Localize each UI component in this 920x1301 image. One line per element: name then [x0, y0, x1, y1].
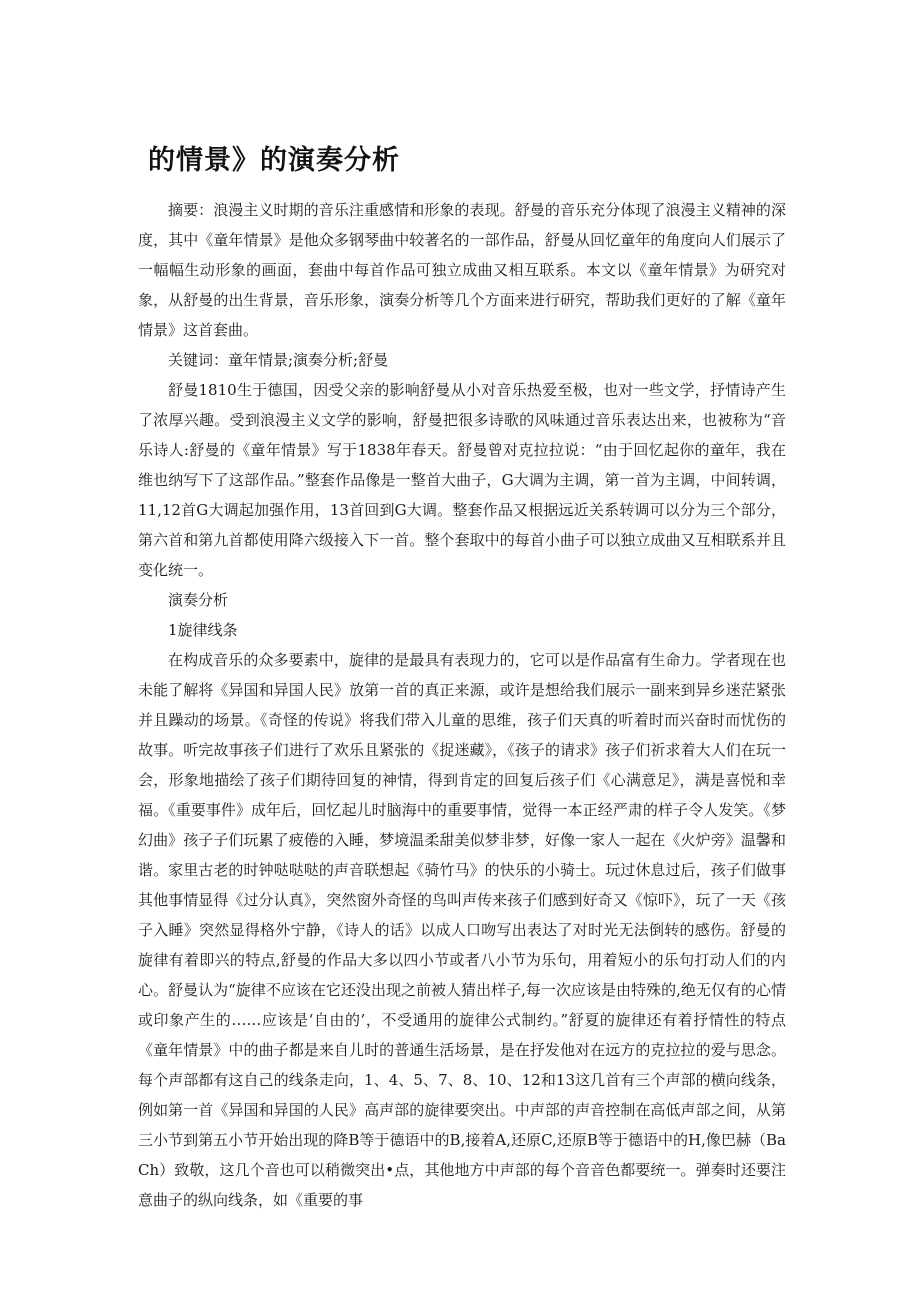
document-title: 的情景》的演奏分析: [148, 145, 400, 176]
body-paragraph: 在构成音乐的众多要素中，旋律的是最具有表现力的，它可以是作品富有生命力。学者现在也未能了解将《异国和异国人民》放第一首的真正来源，或许是想给我们展示一副来到异乡迷茫紧张并且躁动的场景。《奇怪的传说》将我们带入儿童的思维，孩子们天真的听着时而兴奋时而忧伤的故事。听完故事孩子们进行了欢乐且紧张的《捉迷藏》，《孩子的请求》孩子们祈求着大人们在玩一会，形象地描绘了孩子们期待回复的神情，得到肯定的回复后孩子们《心满意足》，满是喜悦和幸福。《重要事件》成年后，回忆起儿时脑海中的重要事情，觉得一本正经严肃的样子令人发笑。《梦幻曲》孩子子们玩累了疲倦的入睡，梦境温柔甜美似梦非梦，好像一家人一起在《火炉旁》温馨和谐。家里古老的时钟哒哒哒的声音联想起《骑竹马》的快乐的小骑士。玩过休息过后，孩子们做事其他事情显得《过分认真》，突然窗外奇怪的鸟叫声传来孩子们感到好奇又《惊吓》，玩了一天《孩子入睡》突然显得格外宁静，《诗人的话》以成人口吻写出表达了对时光无法倒转的感伤。舒曼的旋律有着即兴的特点,舒曼的作品大多以四小节或者八小节为乐句，用着短小的乐句打动人们的内心。舒曼认为“旋律不应该在它还没出现之前被人猜出样子,每一次应该是由特殊的,绝无仅有的心情或印象产生的……应该是‘自由的’，不受通用的旋律公式制约。”舒夏的旋律还有着抒情性的特点《童年情景》中的曲子都是来自儿时的普通生活场景，是在抒发他对在远方的克拉拉的爱与思念。每个声部都有这自己的线条走向，1、4、5、7、8、10、12和13这几首有三个声部的横向线条，例如第一首《异国和异国的人民》高声部的旋律要突出。中声部的声音控制在高低声部之间，从第三小节到第五小节开始出现的降B等于德语中的B,接着A,还原C,还原B等于德语中的H,像巴赫（BaCh）致敬，这几个音也可以稍微突出•点，其他地方中声部的每个音音色都要统一。弹奏时还要注意曲子的纵向线条，如《重要的事: [138, 651, 786, 1209]
section-heading: 演奏分析: [168, 591, 229, 609]
intro-paragraph: 舒曼1810生于德国，因受父亲的影响舒曼从小对音乐热爱至极，也对一些文学，抒情诗产生了浓厚兴趣。受到浪漫主义文学的影响，舒曼把很多诗歌的风味通过音乐表达出来，也被称为“音乐诗人:舒曼的《童年情景》写于1838年春天。舒曼曾对克拉拉说：“由于回忆起你的童年，我在维也纳写下了这部作品。”整套作品像是一整首大曲子，G大调为主调，第一首为主调，中间转调，11,12首G大调起加强作用，13首回到G大调。整套作品又根据远近关系转调可以分为三个部分，第六首和第九首都使用降六级接入下一首。整个套取中的每首小曲子可以独立成曲又互相联系并且变化统一。: [138, 381, 786, 579]
abstract-paragraph: 摘要：浪漫主义时期的音乐注重感情和形象的表现。舒曼的音乐充分体现了浪漫主义精神的深度，其中《童年情景》是他众多钢琴曲中较著名的一部作品，舒曼从回忆童年的角度向人们展示了一幅幅生动形象的画面，套曲中每首作品可独立成曲又相互联系。本文以《童年情景》为研究对象，从舒曼的出生背景，音乐形象，演奏分析等几个方面来进行研究，帮助我们更好的了解《童年情景》这首套曲。: [138, 201, 786, 339]
document-body: [138, 195, 786, 1215]
keywords-paragraph: 关键词：童年情景;演奏分析;舒曼: [168, 351, 389, 369]
subsection-heading: 1旋律线条: [168, 621, 238, 639]
